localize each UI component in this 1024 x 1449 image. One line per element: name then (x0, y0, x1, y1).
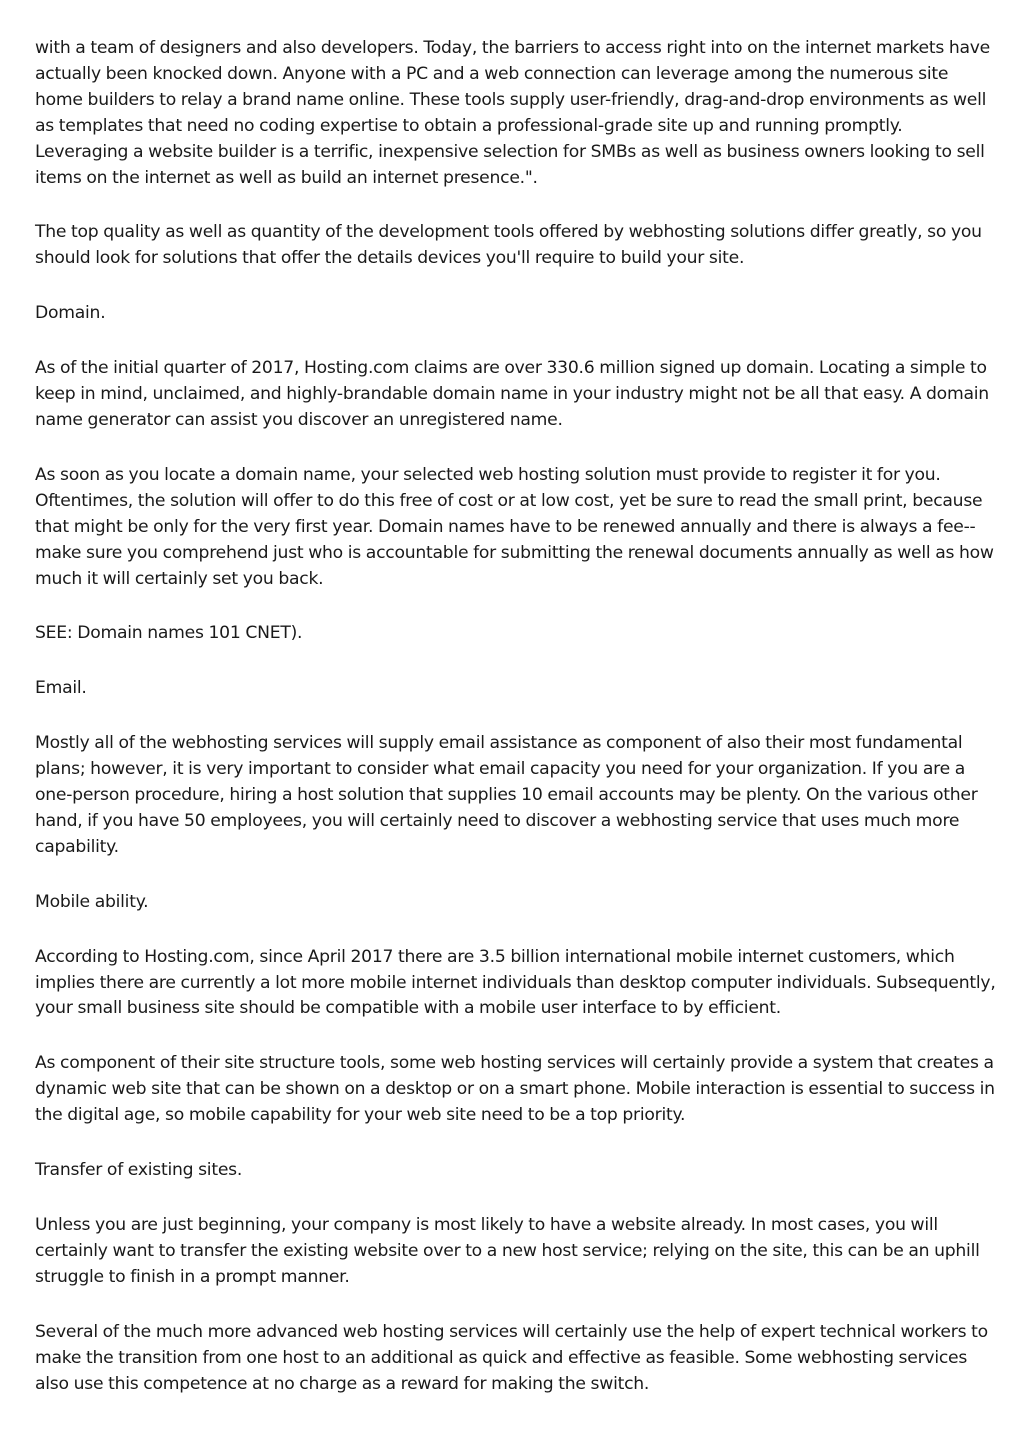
paragraph-see-domain-names: SEE: Domain names 101 CNET). (35, 623, 303, 644)
document-page (35, 36, 997, 1426)
section-heading-email: Email. (35, 678, 87, 699)
section-heading-domain: Domain. (35, 303, 106, 324)
paragraph-domain-count: As of the initial quarter of 2017, Hosting.com claims are over 330.6 million signed up domain. Locating a simple to keep in mind, unclaimed, and highly-brandable domain name in your industry might not be all that easy. A domain name generator can assist you discover an unregistered name. (35, 358, 989, 430)
paragraph-mobile-users: According to Hosting.com, since April 2017 there are 3.5 billion international mobile internet customers, which implies there are currently a lot more mobile internet individuals than desktop computer individuals. Subsequently, your small business site should be compatible with a mobile user interface to by efficient. (35, 946, 996, 1019)
paragraph-transfer-help: Several of the much more advanced web hosting services will certainly use the help of expert technical workers to make the transition from one host to an additional as quick and effective as feasible. Some webhosting services also use this competence at no charge as a reward for making the switch. (35, 1321, 988, 1394)
paragraph-email: Mostly all of the webhosting services will supply email assistance as component of also their most fundamental plans; however, it is very important to consider what email capacity you need for your organization. If you are a one-person procedure, hiring a host solution that supplies 10 email accounts may be plenty. On the various other hand, if you have 50 employees, you will certainly need to discover a webhosting service that uses much more capability. (35, 733, 978, 857)
section-heading-mobile: Mobile ability. (35, 891, 149, 912)
paragraph-domain-register: As soon as you locate a domain name, your selected web hosting solution must provide to register it for you. Oftentimes, the solution will offer to do this free of cost or at low cost, yet be sure to read the small print, because that might be only for the very first year. Domain names have to be renewed annually and there is always a fee-- make sure you comprehend just who is accountable for submitting the renewal documents annually as well as how much it will certainly set you back. (35, 464, 994, 589)
paragraph-mobile-tools: As component of their site structure tools, some web hosting services will certainly provide a system that creates a dynamic web site that can be shown on a desktop or on a smart phone. Mobile interaction is essential to success in the digital age, so mobile capability for your web site need to be a top priority. (35, 1053, 995, 1126)
paragraph-development-tools: The top quality as well as quantity of the development tools offered by webhosting solutions differ greatly, so you should look for solutions that offer the details devices you'll require to build your site. (35, 222, 982, 269)
section-heading-transfer: Transfer of existing sites. (35, 1160, 243, 1181)
paragraph-transfer-existing: Unless you are just beginning, your company is most likely to have a website already. In most cases, you will certainly want to transfer the existing website over to a new host service; relying on the site, this can be an uphill struggle to finish in a prompt manner. (35, 1215, 980, 1287)
paragraph-intro: with a team of designers and also developers. Today, the barriers to access right into on the internet markets have actually been knocked down. Anyone with a PC and a web connection can leverage among the numerous site home builders to relay a brand name online. These tools supply user-friendly, drag-and-drop environments as well as templates that need no coding expertise to obtain a professional-grade site up and running promptly. Leveraging a website builder is a terrific, inexpensive selection for SMBs as well as business owners looking to sell items on the internet as well as build an internet presence.". (35, 38, 991, 188)
